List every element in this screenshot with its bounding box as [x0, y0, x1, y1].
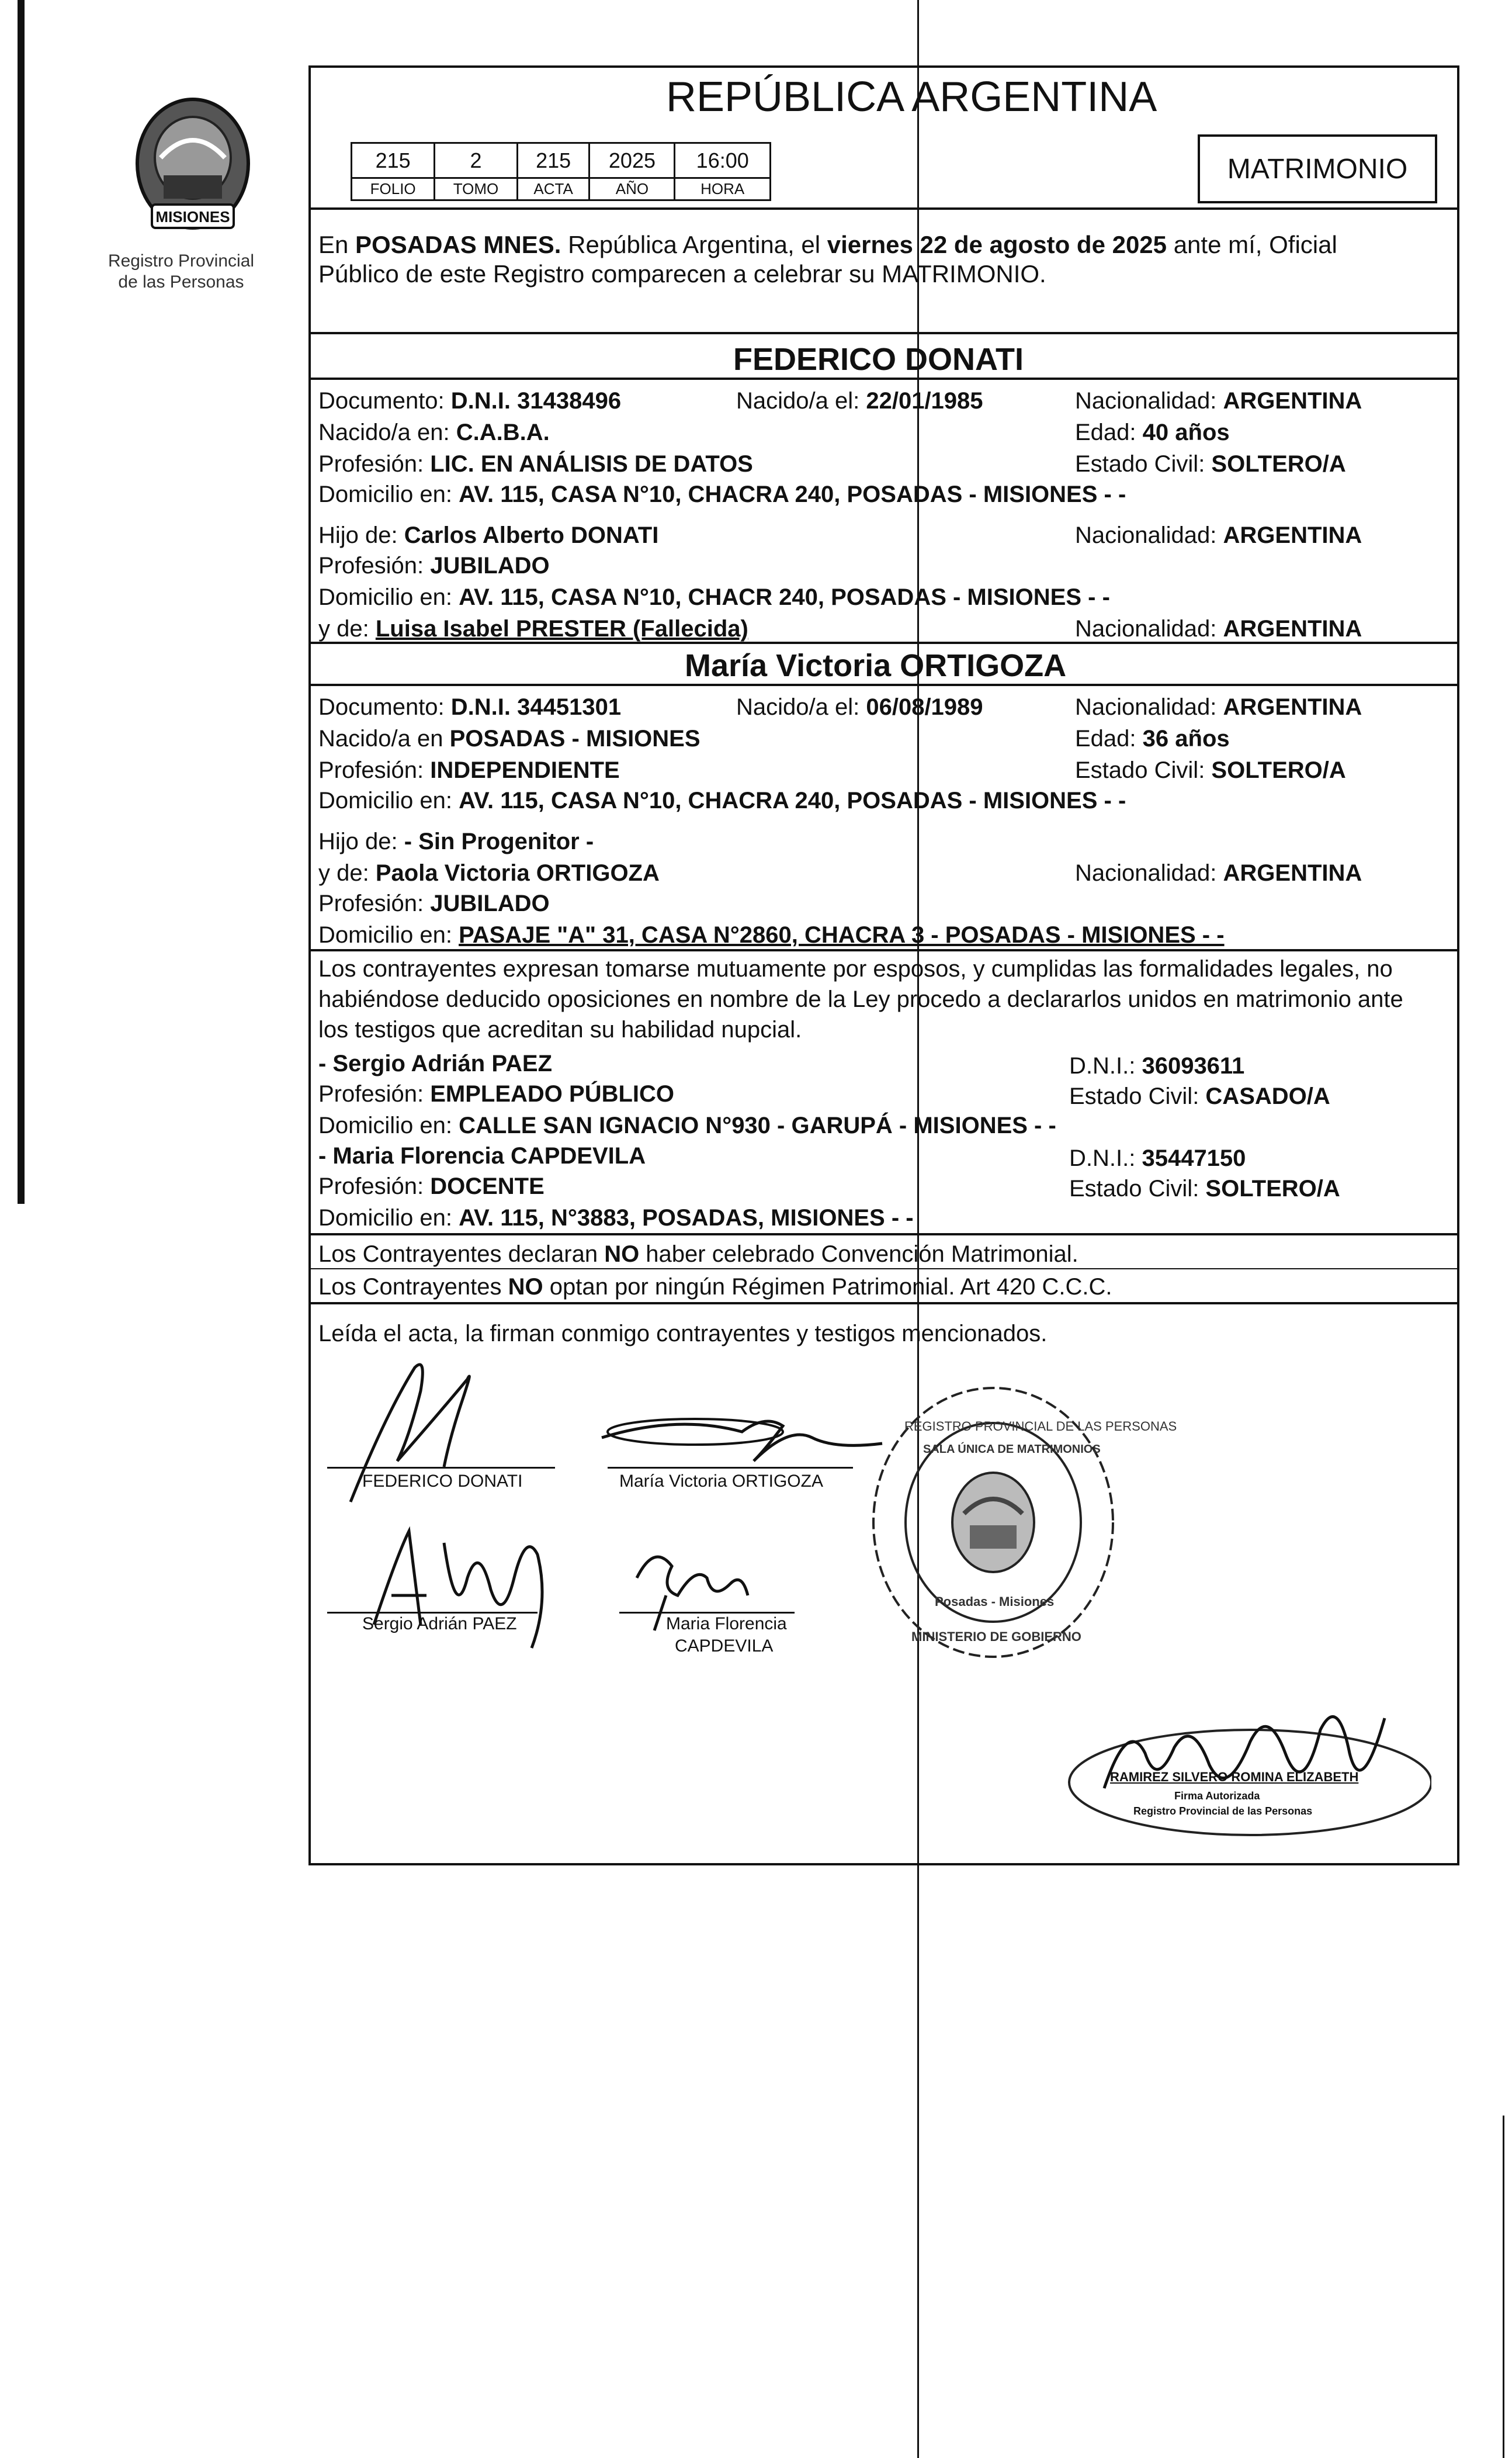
bride-document: Documento: D.N.I. 34451301: [318, 694, 622, 720]
groom-father: Hijo de: Carlos Alberto DONATI: [318, 522, 659, 548]
registry-value: 215: [352, 143, 435, 178]
registry-value: 215: [517, 143, 589, 178]
officer-office: Registro Provincial de las Personas: [1133, 1805, 1313, 1817]
divider: [310, 1302, 1459, 1304]
province-logo: [117, 88, 269, 263]
seal-inner-text: SALA ÚNICA DE MATRIMONIOS: [923, 1443, 1101, 1456]
groom-father-address: Domicilio en: AV. 115, CASA N°10, CHACR 240, POSADAS - MISIONES - -: [318, 584, 1110, 610]
witness-1-civil-status: Estado Civil: CASADO/A: [1069, 1083, 1330, 1109]
divider: [310, 207, 1459, 210]
divider: [310, 378, 1459, 380]
act-type-label: MATRIMONIO: [1227, 153, 1408, 185]
logo-caption-1: Registro Provincial: [107, 251, 255, 271]
registry-label: HORA: [675, 178, 771, 200]
signature-line: [619, 1612, 795, 1614]
right-edge-line: [1503, 2116, 1504, 2458]
groom-father-nationality: Nacionalidad: ARGENTINA: [1075, 522, 1362, 548]
registry-label: ACTA: [517, 178, 589, 200]
left-margin-bar: [18, 0, 25, 1204]
registry-label: FOLIO: [352, 178, 435, 200]
groom-age: Edad: 40 años: [1075, 420, 1230, 445]
declaration-line-3: los testigos que acreditan su habilidad nupcial.: [318, 1017, 802, 1043]
signature-line: [327, 1467, 555, 1469]
divider: [310, 684, 1459, 686]
seal-bottom-text: MINISTERIO DE GOBIERNO: [911, 1629, 1081, 1644]
registry-value: 2: [435, 143, 517, 178]
divider: [310, 1268, 1459, 1269]
bride-mother-profession: Profesión: JUBILADO: [318, 891, 550, 916]
witness-2-address: Domicilio en: AV. 115, N°3883, POSADAS, MISIONES - -: [318, 1205, 914, 1231]
witness-1-profession: Profesión: EMPLEADO PÚBLICO: [318, 1081, 675, 1107]
closing-text: Leída el acta, la firman conmigo contrayentes y testigos mencionados.: [318, 1321, 1048, 1346]
witness-2-civil-status: Estado Civil: SOLTERO/A: [1069, 1176, 1340, 1202]
bride-age: Edad: 36 años: [1075, 726, 1230, 752]
seal-outer-text: REGISTRO PROVINCIAL DE LAS PERSONAS: [904, 1419, 1177, 1434]
signature-line: [608, 1467, 853, 1469]
divider: [310, 949, 1459, 951]
bride-birth-date: Nacido/a el: 06/08/1989: [736, 694, 983, 720]
signature-witness1-icon: [339, 1508, 584, 1660]
registry-table: [351, 142, 771, 201]
bride-nationality: Nacionalidad: ARGENTINA: [1075, 694, 1362, 720]
signature-caption-bride: María Victoria ORTIGOZA: [619, 1472, 823, 1491]
divider: [310, 332, 1459, 334]
groom-birthplace: Nacido/a en: C.A.B.A.: [318, 420, 550, 445]
registry-label: TOMO: [435, 178, 517, 200]
bride-mother-address: Domicilio en: PASAJE "A" 31, CASA N°2860, CHACRA 3 - POSADAS - MISIONES - -: [318, 922, 1225, 948]
bride-profession: Profesión: INDEPENDIENTE: [318, 757, 620, 783]
registry-value: 16:00: [675, 143, 771, 178]
registry-value: 2025: [589, 143, 675, 178]
witness-2-profession: Profesión: DOCENTE: [318, 1173, 545, 1199]
bride-civil-status: Estado Civil: SOLTERO/A: [1075, 757, 1346, 783]
divider: [310, 1233, 1459, 1235]
groom-nationality: Nacionalidad: ARGENTINA: [1075, 388, 1362, 414]
groom-profession: Profesión: LIC. EN ANÁLISIS DE DATOS: [318, 451, 753, 477]
groom-father-profession: Profesión: JUBILADO: [318, 553, 550, 579]
bride-address: Domicilio en: AV. 115, CASA N°10, CHACRA 240, POSADAS - MISIONES - -: [318, 788, 1126, 813]
groom-mother: y de: Luisa Isabel PRESTER (Fallecida): [318, 616, 748, 642]
declaration-line-1: Los contrayentes expresan tomarse mutuamente por esposos, y cumplidas las formalidades legales, no: [318, 956, 1393, 982]
bride-father: Hijo de: - Sin Progenitor -: [318, 829, 594, 854]
groom-address: Domicilio en: AV. 115, CASA N°10, CHACRA 240, POSADAS - MISIONES - -: [318, 482, 1126, 507]
witness-1-name: - Sergio Adrián PAEZ: [318, 1051, 553, 1076]
intro-line-2: Público de este Registro comparecen a celebrar su MATRIMONIO.: [318, 260, 1046, 288]
logo-caption-2: de las Personas: [118, 272, 244, 292]
page-title: REPÚBLICA ARGENTINA: [666, 74, 1157, 120]
registry-label: AÑO: [589, 178, 675, 200]
bride-mother: y de: Paola Victoria ORTIGOZA: [318, 860, 660, 886]
officer-name: RAMIREZ SILVERO ROMINA ELIZABETH: [1110, 1770, 1359, 1784]
act-type-box: [1198, 134, 1437, 203]
signature-caption-witness1: Sergio Adrián PAEZ: [362, 1614, 517, 1633]
divider: [310, 642, 1459, 644]
officer-role: Firma Autorizada: [1174, 1790, 1260, 1802]
witness-1-address: Domicilio en: CALLE SAN IGNACIO N°930 - GARUPÁ - MISIONES - -: [318, 1113, 1056, 1138]
groom-document: Documento: D.N.I. 31438496: [318, 388, 622, 414]
signature-line: [327, 1612, 537, 1614]
witness-1-dni: D.N.I.: 36093611: [1069, 1053, 1245, 1079]
intro-line-1: En POSADAS MNES. República Argentina, el viernes 22 de agosto de 2025 ante mí, Oficial: [318, 231, 1337, 258]
seal-text: MISIONES: [155, 208, 230, 226]
declaration-line-2: habiéndose deducido oposiciones en nombre de la Ley procedo a declararlos unidos en matrimonio ante: [318, 986, 1403, 1012]
groom-civil-status: Estado Civil: SOLTERO/A: [1075, 451, 1346, 477]
signature-bride-icon: [590, 1391, 894, 1484]
bride-birthplace: Nacido/a en POSADAS - MISIONES: [318, 726, 700, 752]
officer-signature-icon: [1057, 1683, 1431, 1847]
groom-birth-date: Nacido/a el: 22/01/1985: [736, 388, 983, 414]
seal-city-text: Posadas - Misiones: [935, 1594, 1055, 1609]
witness-2-dni: D.N.I.: 35447150: [1069, 1145, 1246, 1171]
province-seal-icon: [117, 88, 269, 263]
groom-mother-nationality: Nacionalidad: ARGENTINA: [1075, 616, 1362, 642]
bride-mother-nationality: Nacionalidad: ARGENTINA: [1075, 860, 1362, 886]
bride-name: María Victoria ORTIGOZA: [685, 648, 1067, 683]
witness-2-name: - Maria Florencia CAPDEVILA: [318, 1143, 646, 1169]
signature-caption-groom: FEDERICO DONATI: [362, 1472, 523, 1491]
groom-name: FEDERICO DONATI: [733, 342, 1024, 377]
convention-line-2: Los Contrayentes NO optan por ningún Régimen Patrimonial. Art 420 C.C.C.: [318, 1274, 1112, 1300]
convention-line-1: Los Contrayentes declaran NO haber celebrado Convención Matrimonial.: [318, 1241, 1078, 1267]
signature-caption-witness2-line1: Maria Florencia: [666, 1614, 787, 1633]
signature-caption-witness2-line2: CAPDEVILA: [675, 1636, 774, 1656]
